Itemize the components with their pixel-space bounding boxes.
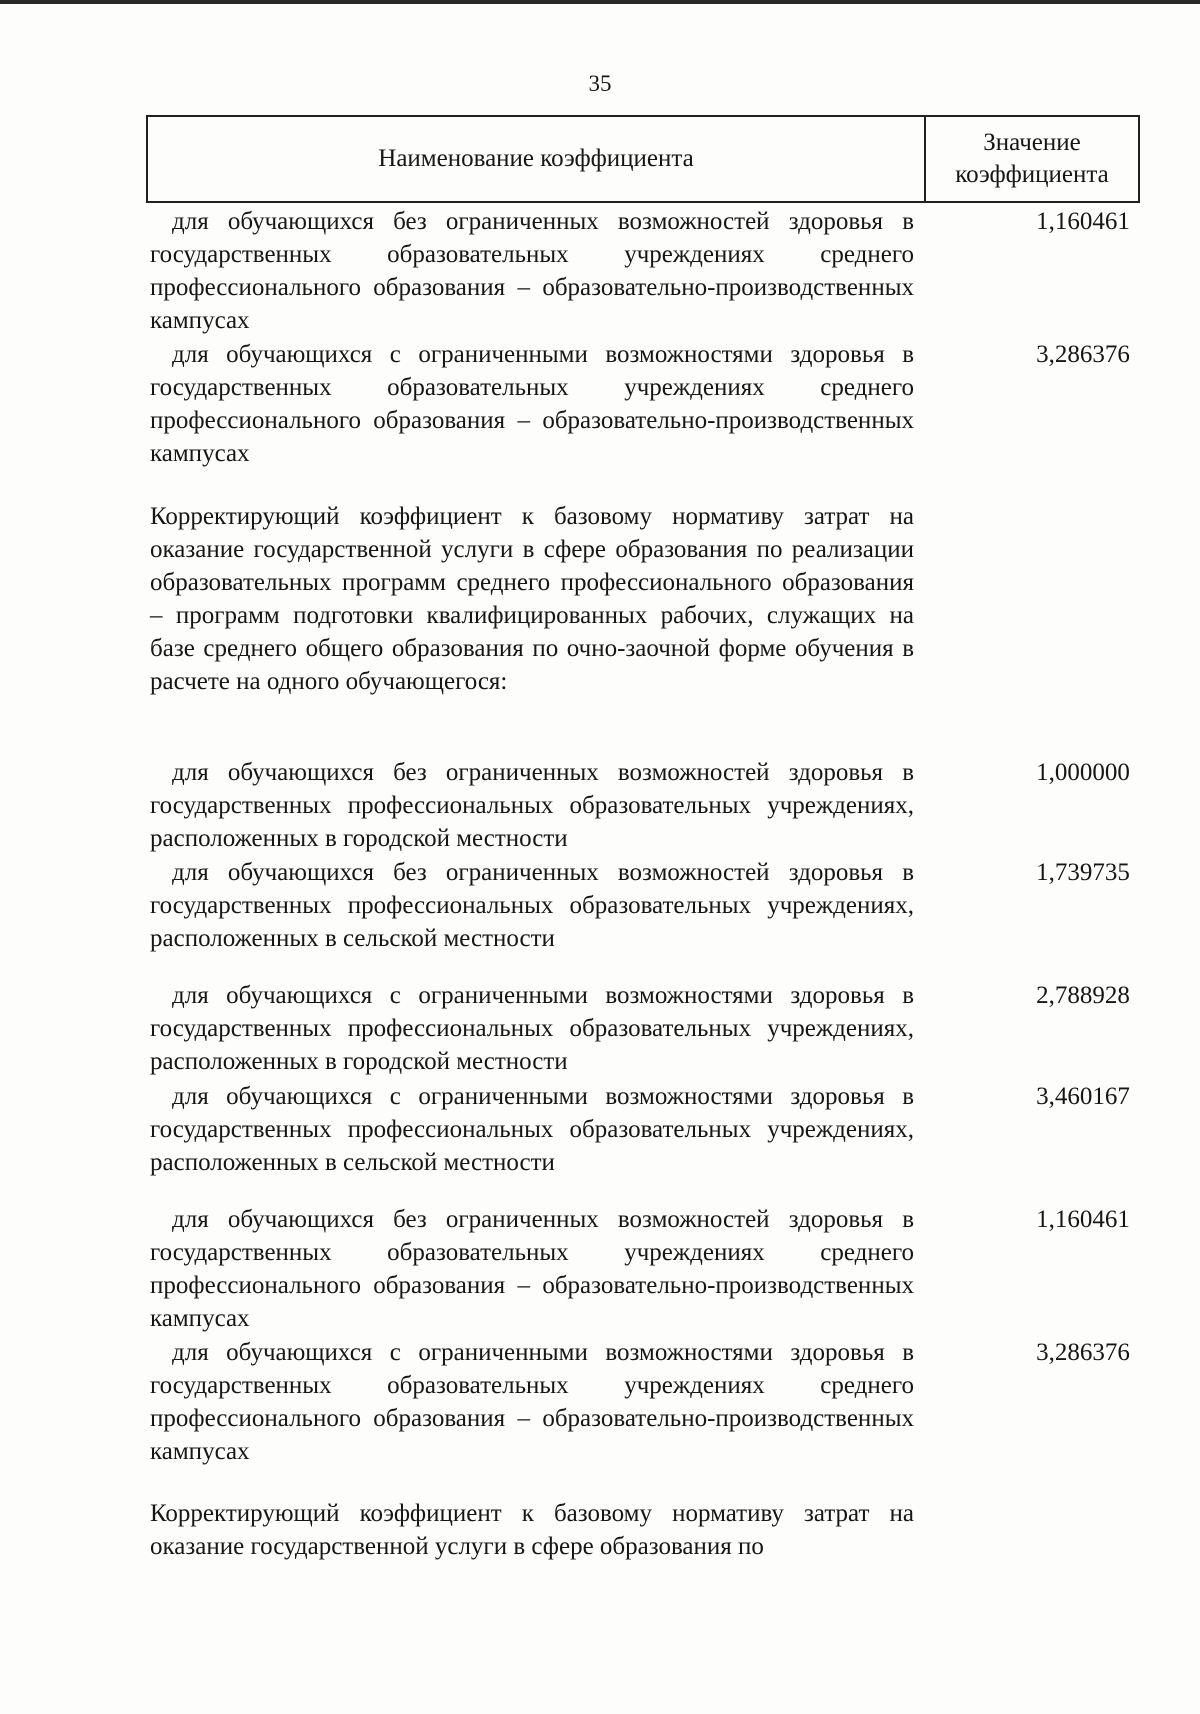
top-border (0, 0, 1200, 4)
table-row (150, 338, 1130, 470)
coefficient-value: 1,160461 (1036, 208, 1130, 235)
table-row (150, 756, 1130, 855)
coefficient-value: 1,000000 (1036, 759, 1130, 786)
coefficient-name: для обучающихся без ограниченных возможностей здоровья в государственных профессиональных образовательных учреждениях, расположенных в сельской местности (150, 859, 914, 952)
section-heading (150, 500, 914, 698)
column-header-name: Наименование коэффициента (148, 117, 926, 201)
page-number: 35 (588, 71, 612, 96)
table-row (150, 205, 1130, 337)
coefficient-name: для обучающихся без ограниченных возможностей здоровья в государственных профессиональных образовательных учреждениях, расположенных в городской местности (150, 759, 914, 852)
table-row (150, 1080, 1130, 1179)
column-header-value (926, 117, 1138, 201)
table-row (150, 1203, 1130, 1335)
coefficient-name: для обучающихся с ограниченными возможностями здоровья в государственных профессиональных образовательных учреждениях, расположенных в городской местности (150, 982, 914, 1075)
coefficient-value: 1,160461 (1036, 1206, 1130, 1233)
coefficient-value: 1,739735 (1036, 859, 1130, 886)
coefficient-value: 3,460167 (1036, 1083, 1130, 1110)
coefficient-name: для обучающихся с ограниченными возможностями здоровья в государственных профессиональных образовательных учреждениях, расположенных в сельской местности (150, 1083, 914, 1176)
table-header (146, 115, 1140, 203)
section-heading-text: Корректирующий коэффициент к базовому нормативу затрат на оказание государственной услуги в сфере образования по реализации образовательных программ среднего профессионального образования – программ подготовки квалифицированных рабочих, служащих на базе среднего общего образования по очно-заочной форме обучения в расчете на одного обучающегося: (150, 503, 914, 695)
table-row (150, 856, 1130, 955)
table-row (150, 1336, 1130, 1468)
column-header-value-line1: Значение (983, 129, 1081, 156)
table-row (150, 979, 1130, 1078)
coefficient-value: 3,286376 (1036, 341, 1130, 368)
section-heading-text: Корректирующий коэффициент к базовому нормативу затрат на оказание государственной услуги в сфере образования по (150, 1500, 914, 1560)
coefficient-value: 3,286376 (1036, 1339, 1130, 1366)
coefficient-name: для обучающихся с ограниченными возможностями здоровья в государственных образовательных учреждениях среднего профессионального образования – образовательно-производственных кампусах (150, 341, 914, 467)
coefficient-name: для обучающихся без ограниченных возможностей здоровья в государственных образовательных учреждениях среднего профессионального образования – образовательно-производственных кампусах (150, 208, 914, 334)
section-heading (150, 1497, 914, 1563)
coefficient-value: 2,788928 (1036, 982, 1130, 1009)
column-header-value-line2: коэффициента (955, 161, 1109, 188)
coefficient-name: для обучающихся с ограниченными возможностями здоровья в государственных образовательных учреждениях среднего профессионального образования – образовательно-производственных кампусах (150, 1339, 914, 1465)
coefficient-name: для обучающихся без ограниченных возможностей здоровья в государственных образовательных учреждениях среднего профессионального образования – образовательно-производственных кампусах (150, 1206, 914, 1332)
